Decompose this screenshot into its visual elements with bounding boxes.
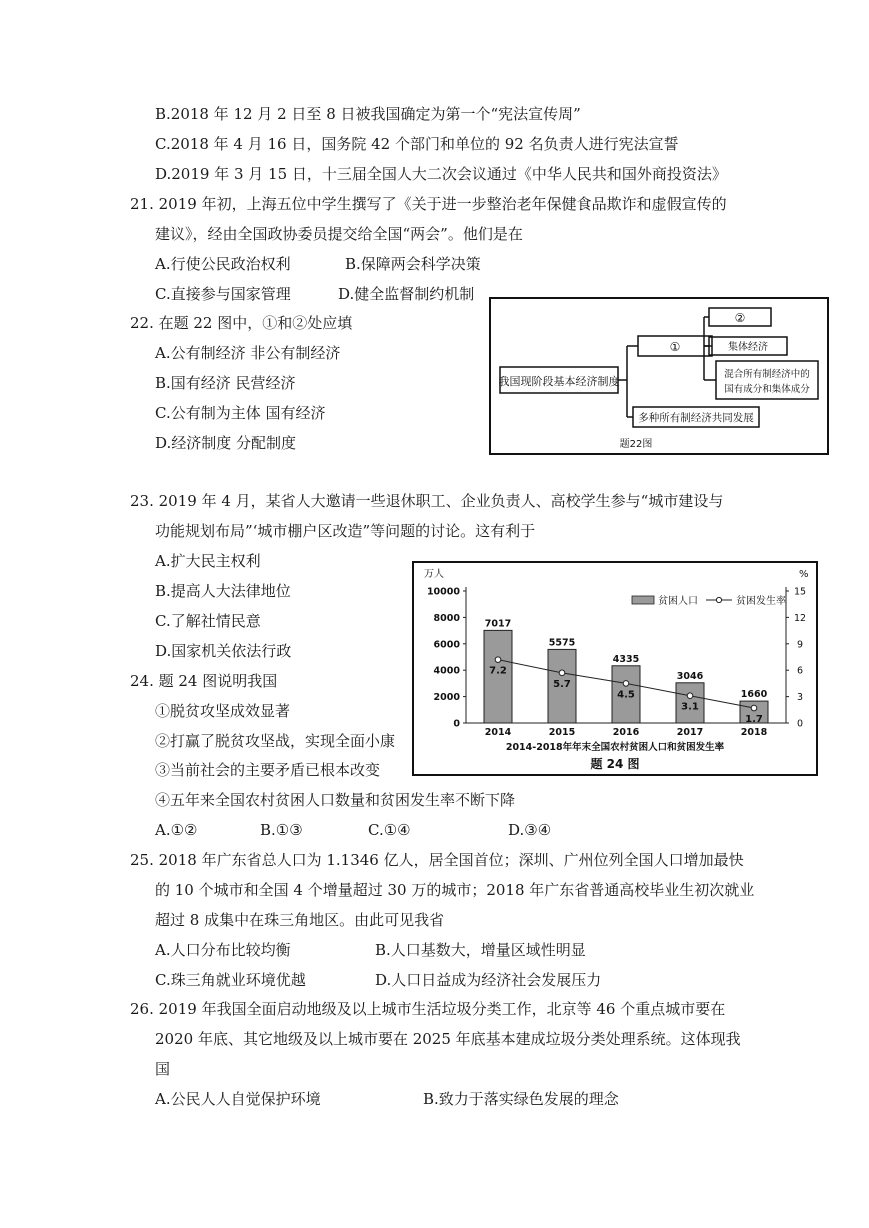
node-coexist-label: 多种所有制经济共同发展 xyxy=(638,412,754,424)
q23-option-c: C.了解社情民意 xyxy=(155,612,261,630)
bar-value-label: 4335 xyxy=(612,653,640,665)
node-root-label: 我国现阶段基本经济制度 xyxy=(498,375,620,388)
node-2-label: ② xyxy=(734,311,746,325)
poverty-chart-svg xyxy=(414,563,816,774)
q26-option-a: A.公民人人自觉保护环境 xyxy=(155,1090,321,1108)
q24-statement-3: ③当前社会的主要矛盾已根本改变 xyxy=(155,761,381,779)
q21-stem-line2: 建议》，经由全国政协委员提交给全国“两会”。他们是在 xyxy=(155,225,523,243)
rate-value-label: 3.1 xyxy=(681,701,699,713)
rate-value-label: 7.2 xyxy=(489,665,507,677)
legend-bar-swatch xyxy=(632,596,654,604)
q24-option-a: A.①② xyxy=(155,821,198,839)
node-collective-label: 集体经济 xyxy=(728,342,768,353)
node-mixed-label-1: 混合所有制经济中的 xyxy=(724,369,810,380)
bar-2014 xyxy=(484,630,512,723)
legend-bar-label: 贫困人口 xyxy=(658,596,698,607)
option-d-line: D.2019 年 3 月 15 日，十三届全国人大二次会议通过《中华人民共和国外商投资法》 xyxy=(155,165,727,183)
q22-option-a: A.公有制经济 非公有制经济 xyxy=(155,344,341,362)
q25-option-b: B.人口基数大，增量区域性明显 xyxy=(375,941,586,959)
figure-22-caption: 题22图 xyxy=(619,439,653,450)
q21-stem-line1: 21. 2019 年初，上海五位中学生撰写了《关于进一步整治老年保健食品欺诈和虚假宣传的 xyxy=(130,195,727,213)
y-left-unit-label: 万人 xyxy=(424,569,444,580)
legend-line-label: 贫困发生率 xyxy=(736,596,786,607)
y-left-tick-label: 2000 xyxy=(433,692,460,704)
y-left-tick-label: 0 xyxy=(453,718,460,730)
q25-stem-line1: 25. 2018 年广东省总人口为 1.1346 亿人，居全国首位；深圳、广州位列全国人口增加最快 xyxy=(130,851,744,869)
q22-option-b: B.国有经济 民营经济 xyxy=(155,374,296,392)
q24-option-d: D.③④ xyxy=(508,821,552,839)
x-tick-label: 2014 xyxy=(484,727,512,738)
figure-22-diagram xyxy=(489,297,829,455)
y-right-tick-label: 6 xyxy=(796,665,804,677)
figure-24-chart xyxy=(412,561,818,776)
q25-option-a: A.人口分布比较均衡 xyxy=(155,941,291,959)
bar-value-label: 7017 xyxy=(484,618,512,630)
q22-option-d: D.经济制度 分配制度 xyxy=(155,434,297,452)
q23-option-a: A.扩大民主权利 xyxy=(155,552,261,570)
bar-value-label: 5575 xyxy=(548,637,576,649)
q24-option-c: C.①④ xyxy=(368,821,411,839)
q24-statement-2: ②打赢了脱贫攻坚战，实现全面小康 xyxy=(155,732,396,750)
x-tick-label: 2015 xyxy=(548,727,576,738)
q21-option-b: B.保障两会科学决策 xyxy=(345,255,481,273)
y-left-tick-label: 10000 xyxy=(426,586,460,598)
chart-title: 2014-2018年年末全国农村贫困人口和贫困发生率 xyxy=(505,742,725,753)
rate-value-label: 4.5 xyxy=(617,689,635,701)
q21-option-c: C.直接参与国家管理 xyxy=(155,285,291,303)
legend-line-marker xyxy=(716,597,721,602)
option-c-line: C.2018 年 4 月 16 日，国务院 42 个部门和单位的 92 名负责人进行宪法宣誓 xyxy=(155,135,679,153)
q22-option-c: C.公有制为主体 国有经济 xyxy=(155,404,326,422)
q23-option-d: D.国家机关依法行政 xyxy=(155,642,292,660)
x-tick-label: 2016 xyxy=(612,727,640,738)
rate-point-2017 xyxy=(687,693,693,699)
q25-stem-line2: 的 10 个城市和全国 4 个增量超过 30 万的城市；2018 年广东省普通高校毕业生初次就业 xyxy=(155,881,755,899)
rate-point-2015 xyxy=(559,670,565,676)
rate-point-2016 xyxy=(623,681,629,687)
y-right-tick-label: 3 xyxy=(796,692,804,704)
rate-value-label: 1.7 xyxy=(745,714,763,726)
rate-value-label: 5.7 xyxy=(553,678,571,690)
q26-stem-line2: 2020 年底、其它地级及以上城市要在 2025 年底基本建成垃圾分类处理系统。这体现我 xyxy=(155,1030,741,1048)
x-tick-label: 2018 xyxy=(740,727,768,738)
y-right-tick-label: 12 xyxy=(793,612,807,624)
y-right-tick-label: 0 xyxy=(796,718,804,730)
q23-stem-line2: 功能规划布局”‘城市棚户区改造”等问题的讨论。这有利于 xyxy=(155,522,536,540)
q23-option-b: B.提高人大法律地位 xyxy=(155,582,291,600)
rate-point-2014 xyxy=(495,657,501,663)
option-b-line: B.2018 年 12 月 2 日至 8 日被我国确定为第一个“宪法宣传周” xyxy=(155,105,581,123)
q25-option-d: D.人口日益成为经济社会发展压力 xyxy=(375,971,602,989)
y-left-tick-label: 4000 xyxy=(433,665,460,677)
y-left-tick-label: 6000 xyxy=(433,639,460,651)
q24-stem: 24. 题 24 图说明我国 xyxy=(130,672,278,690)
bar-value-label: 1660 xyxy=(740,689,768,701)
q26-stem-line3: 国 xyxy=(155,1060,171,1078)
y-right-tick-label: 15 xyxy=(793,586,807,598)
node-mixed-label-2: 国有成分和集体成分 xyxy=(724,384,810,395)
x-tick-label: 2017 xyxy=(676,727,704,738)
q26-option-b: B.致力于落实绿色发展的理念 xyxy=(423,1090,619,1108)
q23-stem-line1: 23. 2019 年 4 月，某省人大邀请一些退休职工、企业负责人、高校学生参与“城市建设与 xyxy=(130,492,724,510)
figure-24-caption: 题 24 图 xyxy=(590,757,640,771)
y-left-tick-label: 8000 xyxy=(433,612,460,624)
q26-stem-line1: 26. 2019 年我国全面启动地级及以上城市生活垃圾分类工作，北京等 46 个重点城市要在 xyxy=(130,1000,726,1018)
q21-option-d: D.健全监督制约机制 xyxy=(338,285,475,303)
y-right-unit-label: % xyxy=(799,569,809,580)
q25-stem-line3: 超过 8 成集中在珠三角地区。由此可见我省 xyxy=(155,911,445,929)
q21-option-a: A.行使公民政治权利 xyxy=(155,255,291,273)
bar-value-label: 3046 xyxy=(676,670,704,682)
q25-option-c: C.珠三角就业环境优越 xyxy=(155,971,306,989)
q24-statement-4: ④五年来全国农村贫困人口数量和贫困发生率不断下降 xyxy=(155,791,516,809)
rate-point-2018 xyxy=(751,705,757,711)
q24-option-b: B.①③ xyxy=(260,821,303,839)
y-right-tick-label: 9 xyxy=(796,639,804,651)
q24-statement-1: ①脱贫攻坚成效显著 xyxy=(155,702,291,720)
q22-stem: 22. 在题 22 图中，①和②处应填 xyxy=(130,314,353,332)
node-1-label: ① xyxy=(669,340,681,354)
